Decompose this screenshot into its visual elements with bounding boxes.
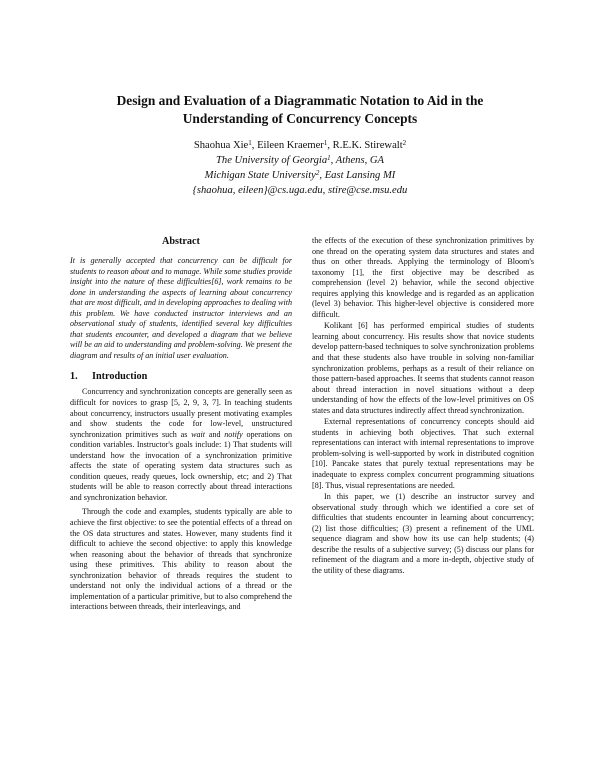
author-sup-3: 2	[402, 139, 407, 147]
paper-title	[60, 92, 540, 128]
affiliation-1-sup: 1	[327, 154, 331, 162]
affiliation-1-place: , Athens, GA	[330, 155, 384, 166]
author-names: Shaohua Xie$^1$, Eileen Kraemer$^1$, R.E.K. Stirewalt$^2$	[193, 139, 407, 151]
right-paragraph-3: External representations of concurrency concepts should aid students in achieving both objectives. That such external representations can interact with internal representations to improve problem-solving is well-supported by work in distributed cognition [10]. Pancake states that purely textual representations may be inadequate to express complex concurrent programming situations [8]. Thus, visual representations are needed.	[312, 417, 534, 490]
section-1-title: Introduction	[92, 371, 148, 383]
author-emails: {shaohua, eileen}@cs.uga.edu, stire@cse.msu.edu	[192, 185, 408, 196]
intro-p1-text-b: operations on condition variables. Instructor's goals include: 1) That students will understand how the invocation of a synchronization primitive affects the state of operating system data structures such as condition queues, ready queues, lock ownership, etc; and 2) That students will be able to reason correctly about thread interactions and synchronization behavior.	[70, 429, 292, 502]
affiliation-1	[100, 153, 500, 168]
intro-p1-text-a: Concurrency and synchronization concepts are generally seen as difficult for novices to grasp [5, 2, 9, 3, 7]. In teaching students about concurrency, instructors usually present motivating examples and show students the code for low-level, unstructured synchronization primitives such as	[70, 387, 292, 439]
section-1-number: 1.	[70, 371, 78, 383]
title-line-1: Design and Evaluation of a Diagrammatic Notation to Aid in the	[116, 93, 484, 108]
affiliation-2	[100, 168, 500, 183]
affiliation-2-place: , East Lansing MI	[319, 170, 396, 181]
abstract-heading: Abstract	[162, 236, 200, 247]
intro-paragraph-1	[70, 387, 292, 503]
author-sup-1: 1	[248, 139, 252, 147]
author-block	[100, 138, 500, 198]
abstract-text: It is generally accepted that concurrency can be difficult for students to reason about and to manage. While some studies provide insight into the nature of these difficulties[6], work remains to be done in understanding the aspects of learning about concurrency that are most difficult, and in developing approaches to dealing with this problem. We have conducted instructor interviews and an observational study of students, identified several key difficulties that students encounter, and developed a diagram that we believe will be an aid to understanding and problem-solving. We present the diagram and results of an initial user evaluation.	[70, 256, 292, 360]
right-paragraph-4: In this paper, we (1) describe an instructor survey and observational study through which we identified a core set of difficulties that students encounter in learning about concurrency; (2) list those difficulties; (3) present a refinement of the UML sequence diagram and show how its use can help students; (4) describe the results of a subjective survey; (5) discuss our plans for refinement of the diagram and a more in-depth, objective study of the utility of these diagrams.	[312, 492, 534, 575]
affiliation-2-sup: 2	[315, 169, 320, 177]
intro-p1-and: and	[205, 429, 225, 439]
right-paragraph-1: the effects of the execution of these synchronization primitives by one thread on the operating system data structures and states and thus on other threads. Applying the terminology of Bloom's taxonomy [1], the first objective may be described as comprehension (level 2) behavior, while the second objective requires applying this knowledge and is regarded as an application (level 3) behavior. This higher-level objective is considered more difficult.	[312, 236, 534, 319]
author-sup-2: 1	[323, 139, 328, 147]
author-name-1: Shaohua Xie	[193, 140, 249, 151]
author-name-2: Eileen Kraemer	[257, 140, 324, 151]
left-column	[70, 236, 292, 613]
right-column	[312, 236, 534, 577]
title-line-2: Understanding of Concurrency Concepts	[182, 111, 418, 126]
affiliation-1-name: The University of Georgia	[216, 155, 328, 166]
section-1-heading	[70, 371, 292, 383]
affiliation-2-name: Michigan State University	[204, 170, 316, 181]
intro-p1-notify: notify	[224, 429, 243, 439]
intro-p1-wait: wait	[191, 429, 206, 439]
author-name-3: R.E.K. Stirewalt	[332, 140, 403, 151]
intro-paragraph-2: Through the code and examples, students typically are able to achieve the first objective: to see the potential effects of a thread on the OS data structures and states. However, many students find it difficult to achieve the second objective: to apply this knowledge when reasoning about the behavior of threads that synchronize using these primitives. This ability to reason about the synchronization behavior of threads requires the student to understand not only the individual actions of a thread or the implementation of a particular primitive, but to also comprehend the interactions between threads, their interleavings, and	[70, 507, 292, 612]
right-paragraph-2: Kolikant [6] has performed empirical studies of students learning about concurrency. His results show that novice students develop pattern-based techniques to solve synchronization problems and that these students also have trouble in solving non-familiar synchronization problems, perhaps as a result of their reliance on those pattern-based approaches. It seems that students cannot reason about thread interaction in novel situations without a deep understanding of how the effects of the low-level primitives on OS states and data structures indirectly affect thread synchronization.	[312, 321, 534, 415]
